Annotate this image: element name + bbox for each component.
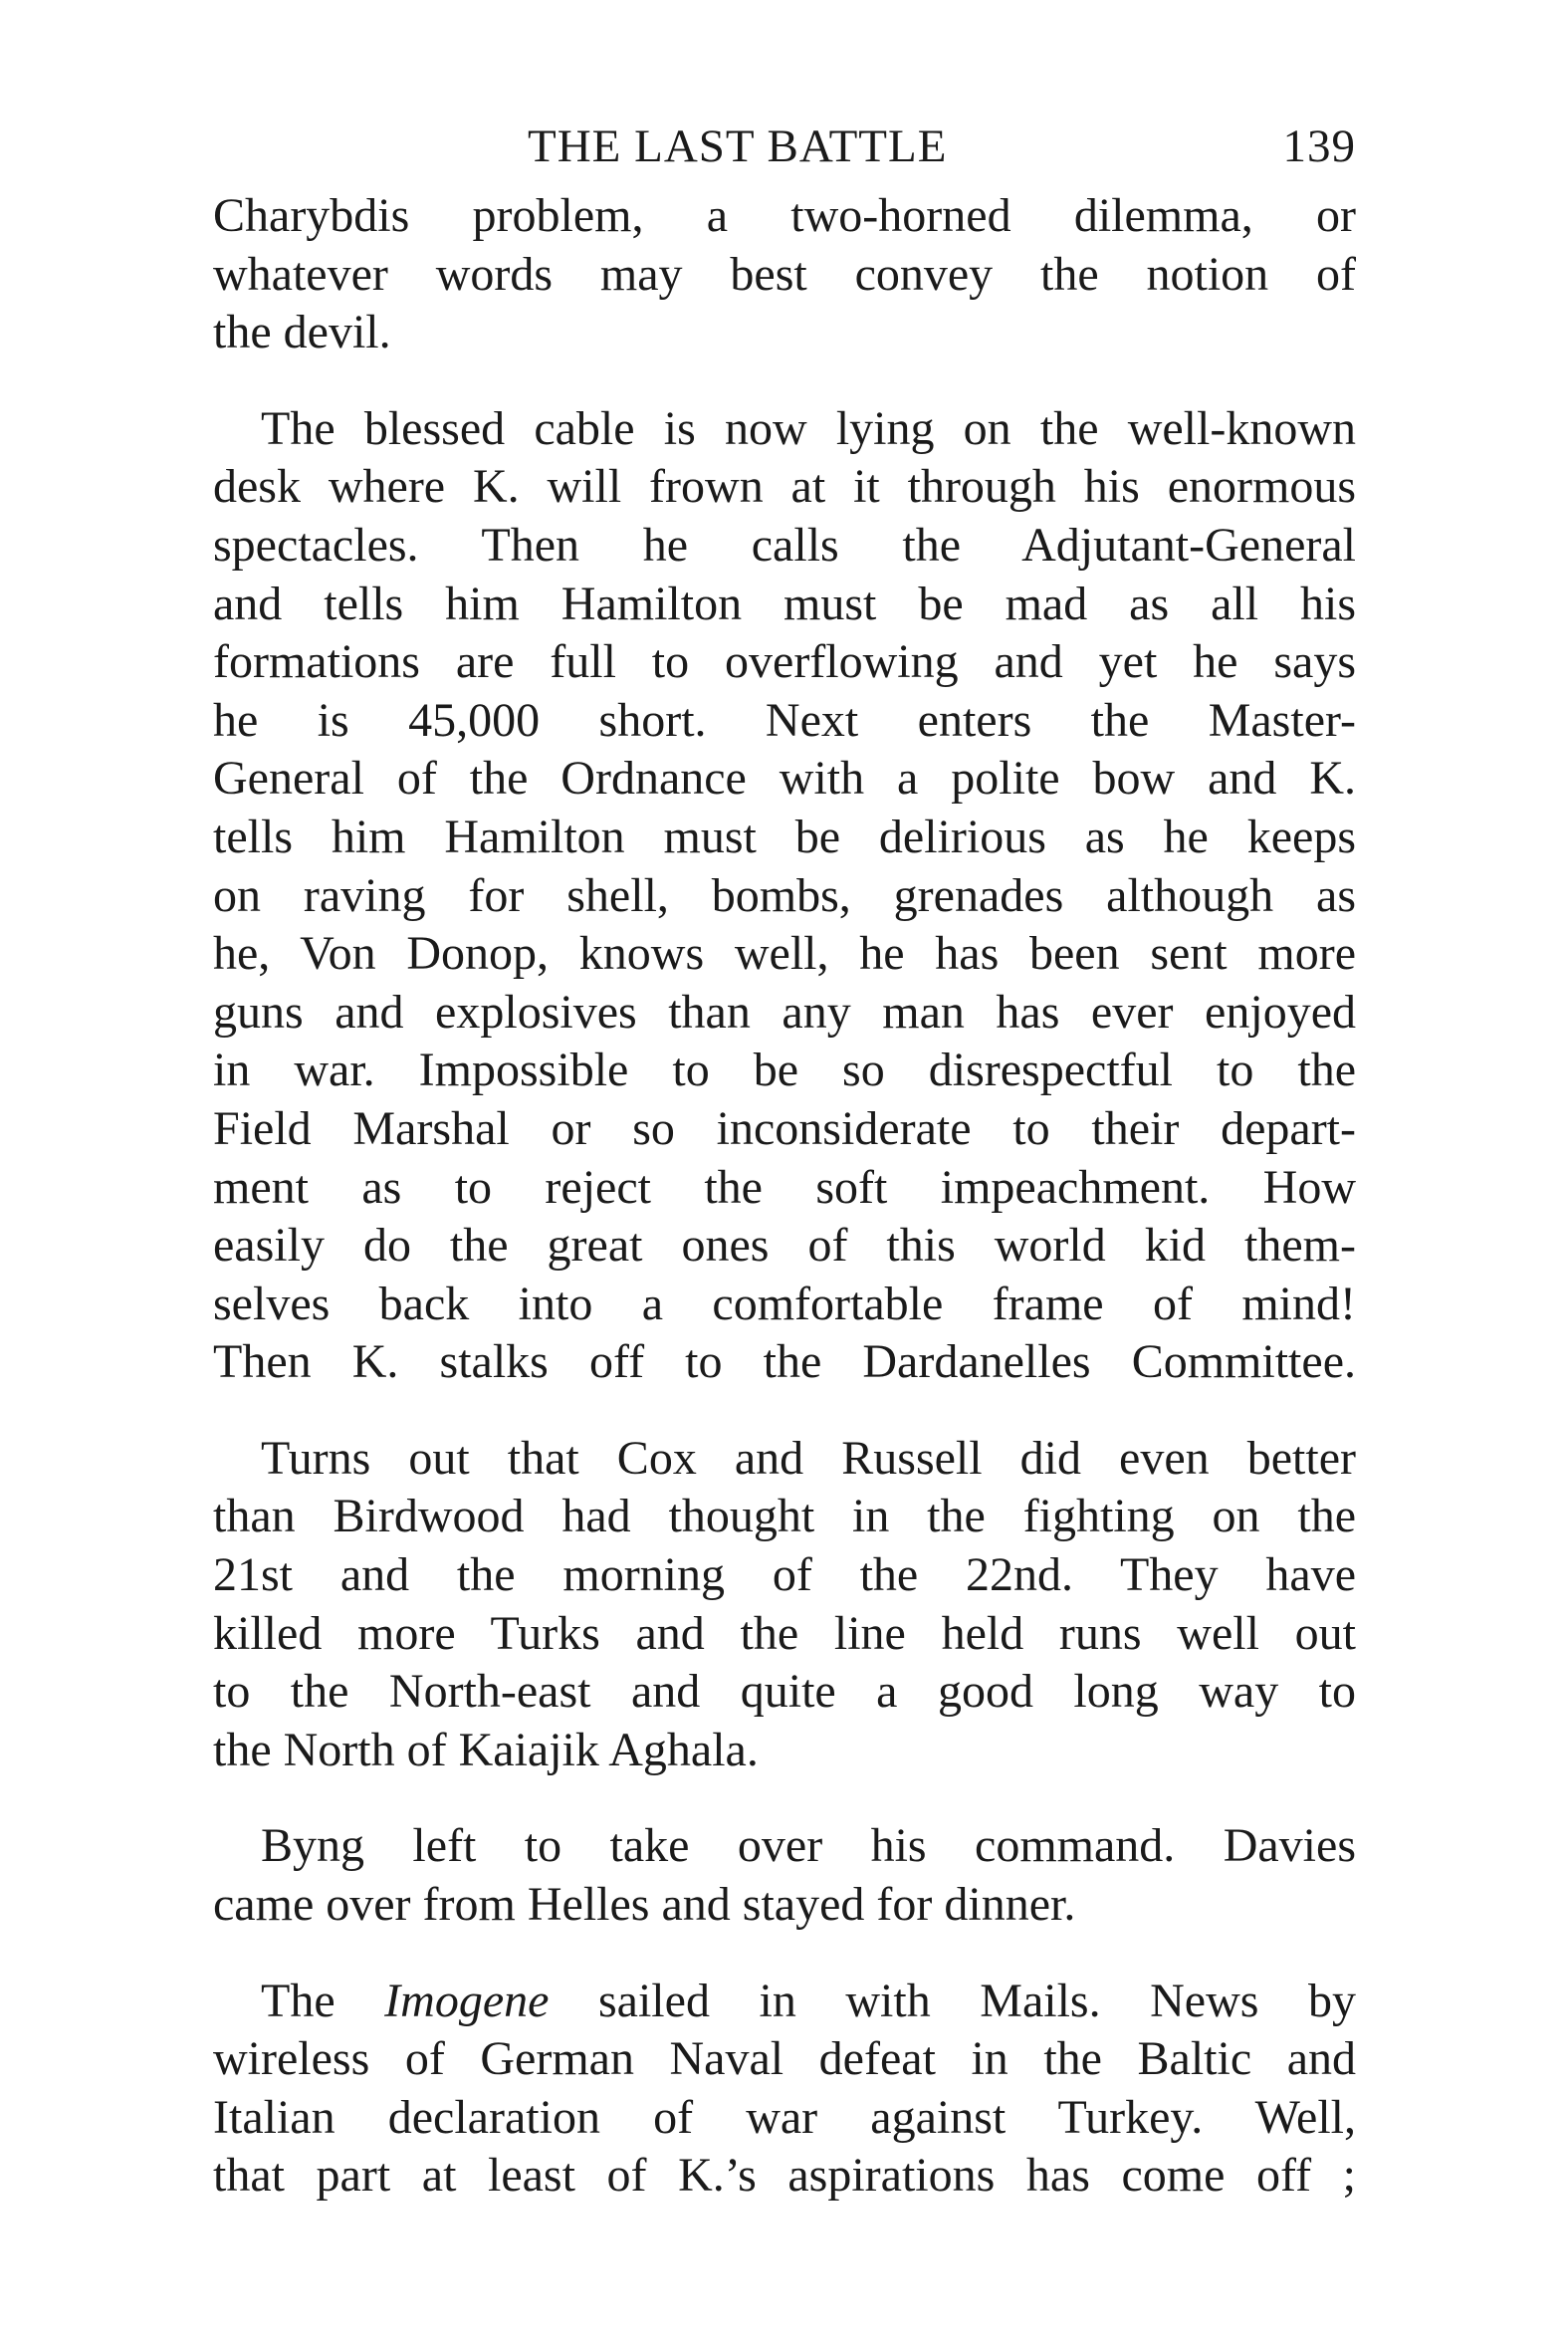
ship-name: Imogene	[384, 1974, 550, 2027]
paragraph-4	[213, 1817, 1356, 1934]
running-head	[213, 119, 1356, 187]
text-line: tells him Hamilton must be delirious as he keeps	[213, 810, 1356, 863]
text-line: killed more Turks and the line held runs well out	[213, 1606, 1356, 1660]
paragraph-1	[213, 187, 1356, 362]
paragraph-3	[213, 1430, 1356, 1780]
text-line: whatever words may best convey the notion of	[213, 247, 1356, 301]
running-title: THE LAST BATTLE	[528, 120, 948, 172]
text-line: ment as to reject the soft impeachment. How	[213, 1160, 1356, 1214]
text-line: formations are full to overflowing and yet he says	[213, 635, 1356, 689]
text-run: The	[261, 1974, 385, 2027]
text-line: easily do the great ones of this world kid them-	[213, 1219, 1356, 1273]
book-page	[213, 119, 1356, 2206]
text-line: came over from Helles and stayed for dinner.	[213, 1878, 1076, 1932]
text-line: and tells him Hamilton must be mad as all his	[213, 577, 1356, 630]
text-line: Then K. stalks off to the Dardanelles Committee.	[213, 1335, 1356, 1389]
text-line: Italian declaration of war against Turkey. Well,	[213, 2090, 1356, 2144]
text-line: that part at least of K.’s aspirations has come off ;	[213, 2149, 1356, 2203]
text-line: on raving for shell, bombs, grenades although as	[213, 868, 1356, 922]
paragraph-5	[213, 1973, 1356, 2206]
text-line: Field Marshal or so inconsiderate to their depart-	[213, 1101, 1356, 1155]
text-line: wireless of German Naval defeat in the Baltic and	[213, 2032, 1356, 2086]
text-line	[213, 1973, 1356, 2031]
text-line: The blessed cable is now lying on the well-known	[261, 401, 1356, 455]
text-line: in war. Impossible to be so disrespectful to the	[213, 1044, 1356, 1097]
text-line: to the North-east and quite a good long way to	[213, 1665, 1356, 1719]
text-line: desk where K. will frown at it through his enormous	[213, 460, 1356, 514]
text-line: spectacles. Then he calls the Adjutant-General	[213, 518, 1356, 572]
text-line: Turns out that Cox and Russell did even better	[261, 1431, 1356, 1485]
page-number: 139	[1282, 120, 1356, 172]
text-line: guns and explosives than any man has ever enjoyed	[213, 985, 1356, 1039]
text-line: Byng left to take over his command. Davies	[261, 1819, 1356, 1873]
text-line: he is 45,000 short. Next enters the Master-	[213, 693, 1356, 747]
text-line: the North of Kaiajik Aghala.	[213, 1723, 759, 1776]
text-line: Charybdis problem, a two-horned dilemma, or	[213, 189, 1356, 242]
text-line: than Birdwood had thought in the fighting on the	[213, 1490, 1356, 1543]
text-line: General of the Ordnance with a polite bow and K.	[213, 752, 1356, 806]
paragraph-2	[213, 400, 1356, 1392]
text-run: sailed in with Mails. News by	[549, 1974, 1356, 2027]
text-line: 21st and the morning of the 22nd. They have	[213, 1548, 1356, 1602]
text-line: he, Von Donop, knows well, he has been sent more	[213, 927, 1356, 981]
text-line: selves back into a comfortable frame of mind!	[213, 1277, 1356, 1330]
text-line: the devil.	[213, 306, 391, 359]
